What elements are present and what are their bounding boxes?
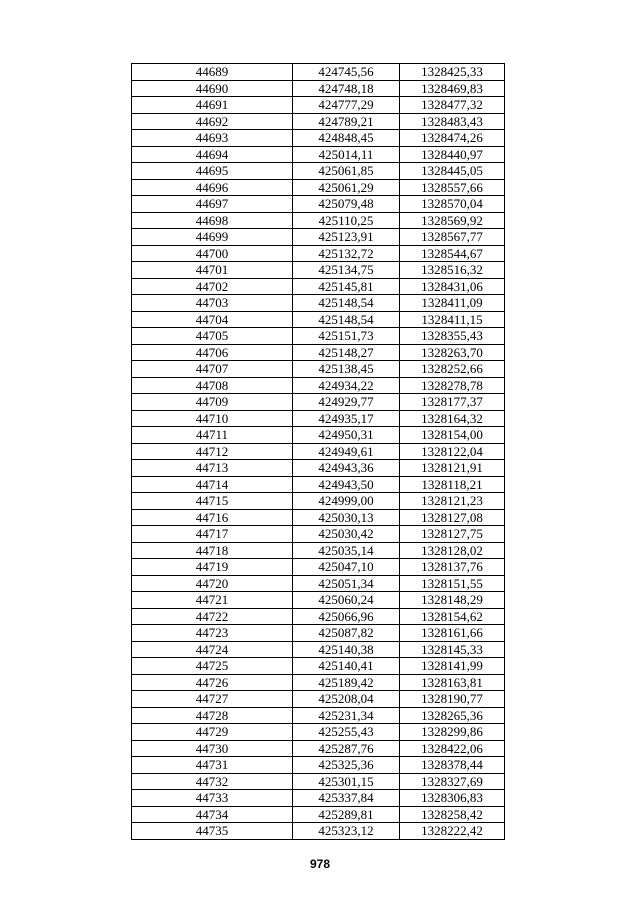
x-coordinate-cell: 425035,14: [293, 542, 400, 559]
x-coordinate-cell: 425030,42: [293, 526, 400, 543]
point-number-cell: 44709: [132, 394, 293, 411]
x-coordinate-cell: 425061,85: [293, 163, 400, 180]
y-coordinate-cell: 1328263,70: [400, 344, 505, 361]
x-coordinate-cell: 424848,45: [293, 130, 400, 147]
table-row: [132, 641, 505, 658]
table-row: [132, 245, 505, 262]
table-row: [132, 674, 505, 691]
y-coordinate-cell: 1328327,69: [400, 773, 505, 790]
x-coordinate-cell: 425066,96: [293, 608, 400, 625]
y-coordinate-cell: 1328474,26: [400, 130, 505, 147]
x-coordinate-cell: 424935,17: [293, 410, 400, 427]
point-number-cell: 44707: [132, 361, 293, 378]
x-coordinate-cell: 425123,91: [293, 229, 400, 246]
x-coordinate-cell: 424949,61: [293, 443, 400, 460]
x-coordinate-cell: 424929,77: [293, 394, 400, 411]
table-row: [132, 493, 505, 510]
point-number-cell: 44727: [132, 691, 293, 708]
table-row: [132, 823, 505, 840]
point-number-cell: 44733: [132, 790, 293, 807]
x-coordinate-cell: 425134,75: [293, 262, 400, 279]
x-coordinate-cell: 425189,42: [293, 674, 400, 691]
y-coordinate-cell: 1328544,67: [400, 245, 505, 262]
table-row: [132, 443, 505, 460]
x-coordinate-cell: 425208,04: [293, 691, 400, 708]
point-number-cell: 44708: [132, 377, 293, 394]
y-coordinate-cell: 1328252,66: [400, 361, 505, 378]
point-number-cell: 44734: [132, 806, 293, 823]
point-number-cell: 44723: [132, 625, 293, 642]
y-coordinate-cell: 1328127,75: [400, 526, 505, 543]
x-coordinate-cell: 425301,15: [293, 773, 400, 790]
point-number-cell: 44721: [132, 592, 293, 609]
x-coordinate-cell: 424999,00: [293, 493, 400, 510]
x-coordinate-cell: 425132,72: [293, 245, 400, 262]
point-number-cell: 44724: [132, 641, 293, 658]
y-coordinate-cell: 1328516,32: [400, 262, 505, 279]
table-row: [132, 427, 505, 444]
point-number-cell: 44716: [132, 509, 293, 526]
point-number-cell: 44728: [132, 707, 293, 724]
x-coordinate-cell: 425110,25: [293, 212, 400, 229]
x-coordinate-cell: 425231,34: [293, 707, 400, 724]
x-coordinate-cell: 425337,84: [293, 790, 400, 807]
y-coordinate-cell: 1328278,78: [400, 377, 505, 394]
table-row: [132, 773, 505, 790]
table-row: [132, 146, 505, 163]
y-coordinate-cell: 1328118,21: [400, 476, 505, 493]
x-coordinate-cell: 425014,11: [293, 146, 400, 163]
y-coordinate-cell: 1328445,05: [400, 163, 505, 180]
point-number-cell: 44714: [132, 476, 293, 493]
coordinates-table: [131, 63, 505, 840]
table-row: [132, 757, 505, 774]
x-coordinate-cell: 425148,27: [293, 344, 400, 361]
x-coordinate-cell: 424745,56: [293, 64, 400, 81]
table-row: [132, 658, 505, 675]
table-row: [132, 410, 505, 427]
point-number-cell: 44715: [132, 493, 293, 510]
y-coordinate-cell: 1328177,37: [400, 394, 505, 411]
point-number-cell: 44700: [132, 245, 293, 262]
table-row: [132, 575, 505, 592]
x-coordinate-cell: 424950,31: [293, 427, 400, 444]
point-number-cell: 44694: [132, 146, 293, 163]
table-row: [132, 608, 505, 625]
table-row: [132, 460, 505, 477]
point-number-cell: 44718: [132, 542, 293, 559]
point-number-cell: 44711: [132, 427, 293, 444]
y-coordinate-cell: 1328222,42: [400, 823, 505, 840]
point-number-cell: 44719: [132, 559, 293, 576]
table-row: [132, 64, 505, 81]
y-coordinate-cell: 1328163,81: [400, 674, 505, 691]
table-row: [132, 526, 505, 543]
table-row: [132, 311, 505, 328]
table-row: [132, 394, 505, 411]
table-row: [132, 790, 505, 807]
point-number-cell: 44706: [132, 344, 293, 361]
y-coordinate-cell: 1328440,97: [400, 146, 505, 163]
page-number: 978: [309, 857, 331, 871]
point-number-cell: 44735: [132, 823, 293, 840]
y-coordinate-cell: 1328145,33: [400, 641, 505, 658]
point-number-cell: 44720: [132, 575, 293, 592]
x-coordinate-cell: 425148,54: [293, 295, 400, 312]
table-row: [132, 295, 505, 312]
point-number-cell: 44732: [132, 773, 293, 790]
table-row: [132, 377, 505, 394]
y-coordinate-cell: 1328431,06: [400, 278, 505, 295]
table-row: [132, 130, 505, 147]
point-number-cell: 44698: [132, 212, 293, 229]
y-coordinate-cell: 1328425,33: [400, 64, 505, 81]
point-number-cell: 44699: [132, 229, 293, 246]
x-coordinate-cell: 425325,36: [293, 757, 400, 774]
table-row: [132, 97, 505, 114]
point-number-cell: 44722: [132, 608, 293, 625]
point-number-cell: 44704: [132, 311, 293, 328]
x-coordinate-cell: 424777,29: [293, 97, 400, 114]
table-row: [132, 179, 505, 196]
y-coordinate-cell: 1328469,83: [400, 80, 505, 97]
y-coordinate-cell: 1328161,66: [400, 625, 505, 642]
x-coordinate-cell: 425138,45: [293, 361, 400, 378]
point-number-cell: 44712: [132, 443, 293, 460]
y-coordinate-cell: 1328299,86: [400, 724, 505, 741]
x-coordinate-cell: 424943,36: [293, 460, 400, 477]
x-coordinate-cell: 425047,10: [293, 559, 400, 576]
x-coordinate-cell: 425060,24: [293, 592, 400, 609]
table-row: [132, 806, 505, 823]
y-coordinate-cell: 1328121,23: [400, 493, 505, 510]
x-coordinate-cell: 425051,34: [293, 575, 400, 592]
table-row: [132, 262, 505, 279]
y-coordinate-cell: 1328121,91: [400, 460, 505, 477]
x-coordinate-cell: 425323,12: [293, 823, 400, 840]
point-number-cell: 44731: [132, 757, 293, 774]
point-number-cell: 44695: [132, 163, 293, 180]
point-number-cell: 44693: [132, 130, 293, 147]
table-row: [132, 707, 505, 724]
y-coordinate-cell: 1328477,32: [400, 97, 505, 114]
table-row: [132, 559, 505, 576]
y-coordinate-cell: 1328137,76: [400, 559, 505, 576]
y-coordinate-cell: 1328164,32: [400, 410, 505, 427]
table-row: [132, 509, 505, 526]
y-coordinate-cell: 1328265,36: [400, 707, 505, 724]
point-number-cell: 44725: [132, 658, 293, 675]
point-number-cell: 44710: [132, 410, 293, 427]
table-row: [132, 344, 505, 361]
x-coordinate-cell: 424789,21: [293, 113, 400, 130]
x-coordinate-cell: 425287,76: [293, 740, 400, 757]
x-coordinate-cell: 425079,48: [293, 196, 400, 213]
y-coordinate-cell: 1328141,99: [400, 658, 505, 675]
table-row: [132, 163, 505, 180]
x-coordinate-cell: 424934,22: [293, 377, 400, 394]
coordinates-table-body: [132, 64, 505, 840]
table-row: [132, 361, 505, 378]
y-coordinate-cell: 1328411,09: [400, 295, 505, 312]
x-coordinate-cell: 425255,43: [293, 724, 400, 741]
y-coordinate-cell: 1328128,02: [400, 542, 505, 559]
y-coordinate-cell: 1328378,44: [400, 757, 505, 774]
point-number-cell: 44691: [132, 97, 293, 114]
table-row: [132, 229, 505, 246]
table-row: [132, 278, 505, 295]
point-number-cell: 44703: [132, 295, 293, 312]
point-number-cell: 44689: [132, 64, 293, 81]
y-coordinate-cell: 1328151,55: [400, 575, 505, 592]
y-coordinate-cell: 1328154,00: [400, 427, 505, 444]
table-row: [132, 212, 505, 229]
point-number-cell: 44729: [132, 724, 293, 741]
y-coordinate-cell: 1328570,04: [400, 196, 505, 213]
y-coordinate-cell: 1328483,43: [400, 113, 505, 130]
y-coordinate-cell: 1328122,04: [400, 443, 505, 460]
point-number-cell: 44702: [132, 278, 293, 295]
y-coordinate-cell: 1328355,43: [400, 328, 505, 345]
x-coordinate-cell: 425289,81: [293, 806, 400, 823]
y-coordinate-cell: 1328411,15: [400, 311, 505, 328]
x-coordinate-cell: 425151,73: [293, 328, 400, 345]
y-coordinate-cell: 1328190,77: [400, 691, 505, 708]
point-number-cell: 44705: [132, 328, 293, 345]
y-coordinate-cell: 1328148,29: [400, 592, 505, 609]
point-number-cell: 44697: [132, 196, 293, 213]
x-coordinate-cell: 424748,18: [293, 80, 400, 97]
point-number-cell: 44726: [132, 674, 293, 691]
point-number-cell: 44690: [132, 80, 293, 97]
point-number-cell: 44717: [132, 526, 293, 543]
table-row: [132, 196, 505, 213]
point-number-cell: 44692: [132, 113, 293, 130]
x-coordinate-cell: 425145,81: [293, 278, 400, 295]
table-row: [132, 476, 505, 493]
point-number-cell: 44713: [132, 460, 293, 477]
y-coordinate-cell: 1328557,66: [400, 179, 505, 196]
y-coordinate-cell: 1328422,06: [400, 740, 505, 757]
x-coordinate-cell: 425030,13: [293, 509, 400, 526]
table-row: [132, 740, 505, 757]
x-coordinate-cell: 424943,50: [293, 476, 400, 493]
table-row: [132, 542, 505, 559]
table-row: [132, 625, 505, 642]
y-coordinate-cell: 1328569,92: [400, 212, 505, 229]
x-coordinate-cell: 425061,29: [293, 179, 400, 196]
point-number-cell: 44701: [132, 262, 293, 279]
point-number-cell: 44730: [132, 740, 293, 757]
x-coordinate-cell: 425140,38: [293, 641, 400, 658]
x-coordinate-cell: 425148,54: [293, 311, 400, 328]
x-coordinate-cell: 425087,82: [293, 625, 400, 642]
table-row: [132, 328, 505, 345]
table-row: [132, 80, 505, 97]
y-coordinate-cell: 1328127,08: [400, 509, 505, 526]
table-row: [132, 724, 505, 741]
x-coordinate-cell: 425140,41: [293, 658, 400, 675]
y-coordinate-cell: 1328567,77: [400, 229, 505, 246]
table-row: [132, 592, 505, 609]
y-coordinate-cell: 1328258,42: [400, 806, 505, 823]
table-row: [132, 113, 505, 130]
table-row: [132, 691, 505, 708]
y-coordinate-cell: 1328306,83: [400, 790, 505, 807]
point-number-cell: 44696: [132, 179, 293, 196]
y-coordinate-cell: 1328154,62: [400, 608, 505, 625]
